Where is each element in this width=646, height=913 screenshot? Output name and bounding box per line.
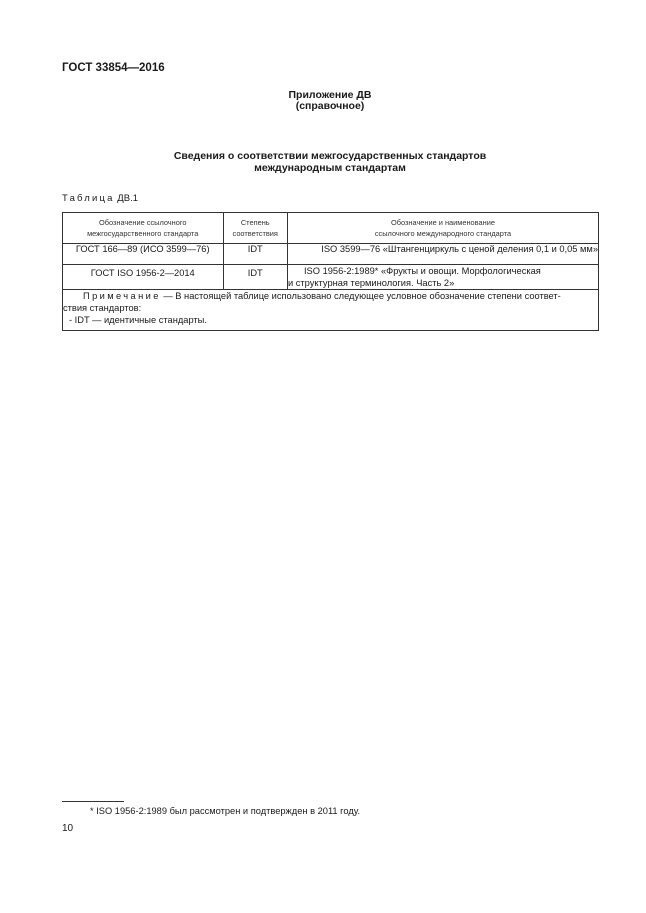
- footnote: * ISO 1956-2:1989 был рассмотрен и подтвержден в 2011 году.: [90, 806, 361, 816]
- header-degree-line2: соответствия: [232, 229, 278, 238]
- row2-intl-line2: и структурная терминология. Часть 2»: [287, 278, 455, 288]
- note-text1: — В настоящей таблице использовано следующее условное обозначение степени соответ-: [160, 291, 561, 301]
- table-header-row: [63, 213, 599, 244]
- header-degree: [223, 213, 287, 244]
- header-ref-line2: межгосударственного стандарта: [87, 229, 199, 238]
- header-intl-line2: ссылочного международного стандарта: [374, 229, 512, 238]
- table-note-row: [63, 290, 599, 331]
- header-intl-standard: [287, 213, 598, 244]
- section-heading-line1: Сведения о соответствии межгосударственных стандартов: [173, 150, 487, 162]
- note-line3: - IDT — идентичные стандарты.: [69, 315, 207, 325]
- table-row: [63, 265, 599, 290]
- document-code: ГОСТ 33854—2016: [62, 62, 165, 74]
- header-ref-standard: [63, 213, 224, 244]
- row1-intl: ISO 3599—76 «Штангенциркуль с ценой деления 0,1 и 0,05 мм»: [287, 244, 598, 265]
- row2-intl-line1: ISO 1956-2:1989* «Фрукты и овощи. Морфологическая: [303, 266, 541, 276]
- header-ref-line1: Обозначение ссылочного: [99, 218, 187, 227]
- row1-degree: IDT: [223, 244, 287, 265]
- row2-degree: IDT: [223, 265, 287, 290]
- footnote-separator: [62, 801, 124, 802]
- note-line2: ствия стандартов:: [63, 303, 142, 313]
- appendix-subtitle: (справочное): [295, 100, 365, 112]
- table-caption: [62, 193, 138, 204]
- standards-table: [62, 212, 599, 331]
- row2-intl: [287, 265, 598, 290]
- note-label: Примечание: [83, 291, 161, 301]
- page-number: 10: [62, 823, 74, 834]
- table-caption-number: ДВ.1: [117, 193, 138, 204]
- table-caption-word: Таблица: [62, 193, 115, 204]
- header-degree-line1: Степень: [240, 218, 270, 227]
- table-note: [63, 290, 599, 331]
- appendix-title: Приложение ДВ: [288, 89, 372, 101]
- section-heading-line2: международным стандартам: [254, 162, 406, 174]
- header-intl-line1: Обозначение и наименование: [391, 218, 495, 227]
- table-row: [63, 244, 599, 265]
- row1-ref: ГОСТ 166—89 (ИСО 3599—76): [63, 244, 224, 265]
- row2-ref: ГОСТ ISO 1956-2—2014: [63, 265, 224, 290]
- note-line1: [63, 290, 598, 302]
